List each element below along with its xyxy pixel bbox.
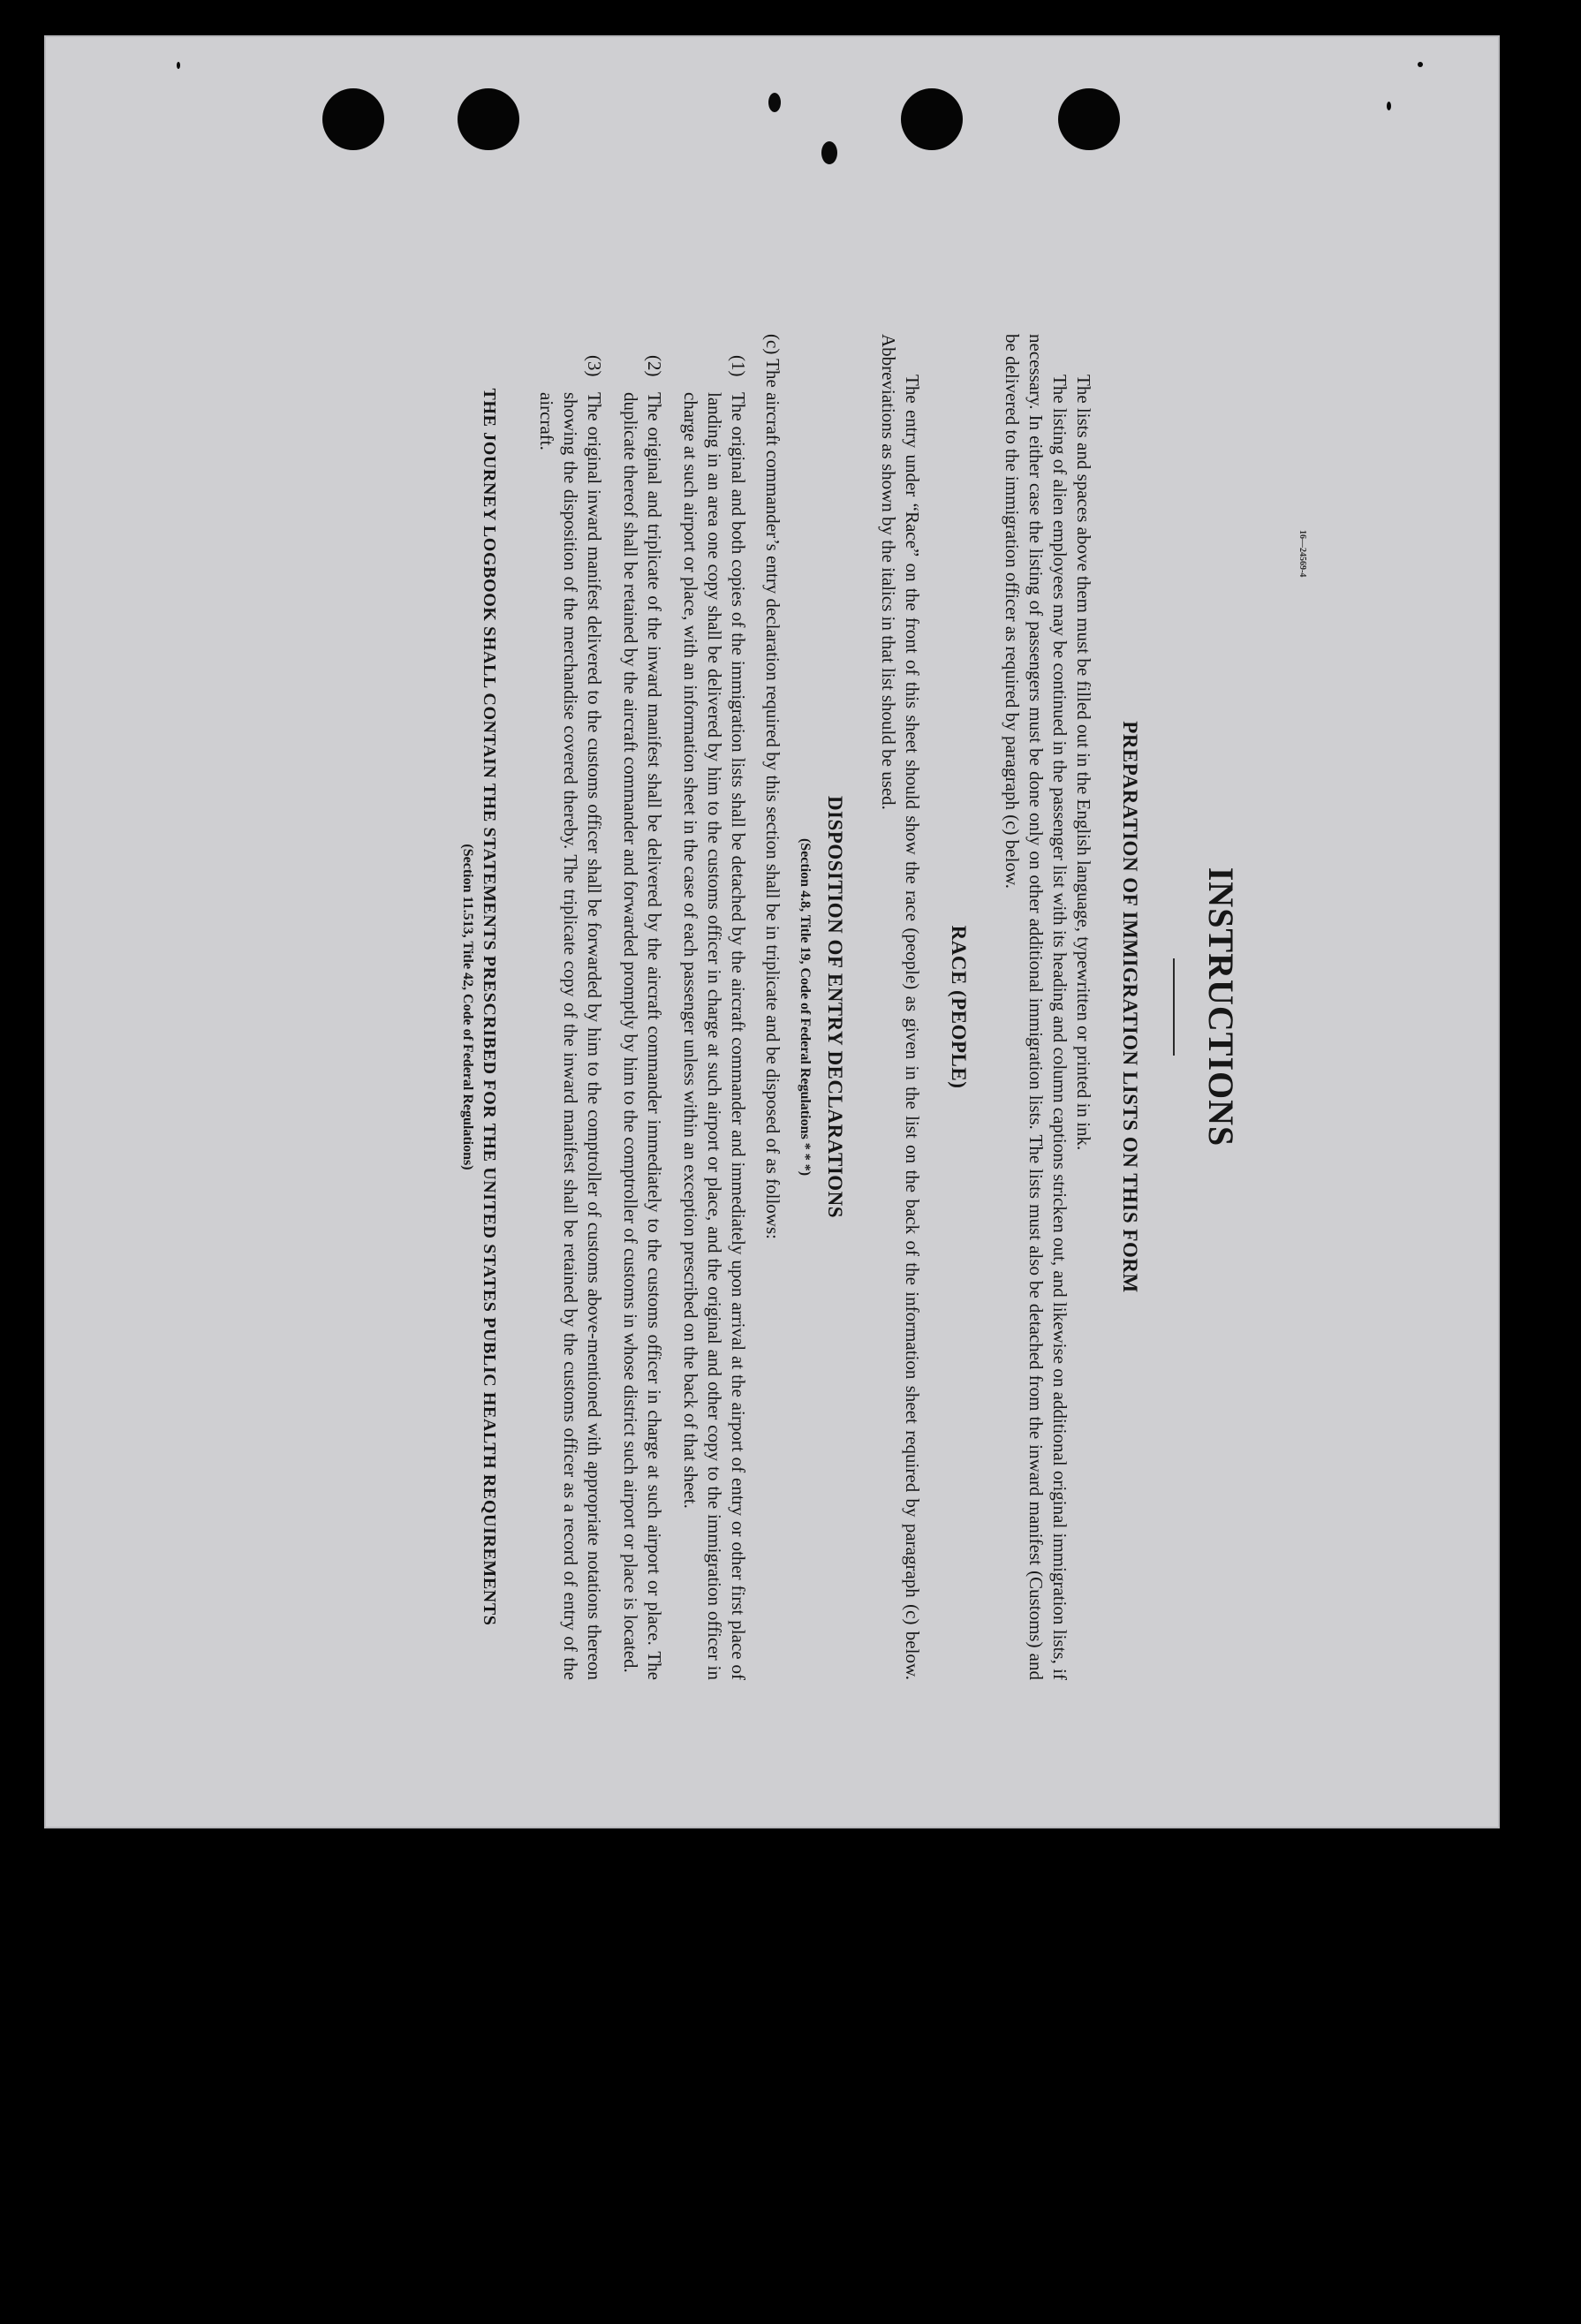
- preparation-paragraph-1: The lists and spaces above them must be filled out in the English language, typewritten or printed in ink.: [1073, 375, 1094, 1151]
- punch-hole: [458, 88, 519, 150]
- list-item: [678, 247, 750, 1767]
- page-title: INSTRUCTIONS: [1201, 867, 1241, 1147]
- list-item-text: The original and both copies of the immigration lists shall be detached by the aircraft commander and immediately upon arrival at the airport of entry or other first place of landing in an area one copy shall be delivered by him to the customs officer in charge at such airport or place, and the original and other copy to the immigration officer in charge at such airport or place, with an information sheet in the case of each passenger unless within an exception prescribed on the back of that sheet.: [680, 392, 749, 1680]
- punch-hole: [1058, 88, 1120, 150]
- list-item-number: (3): [584, 355, 605, 377]
- punch-hole: [322, 88, 384, 150]
- list-item-number: (1): [728, 355, 749, 377]
- ink-speck: [821, 141, 837, 164]
- spacer: [970, 247, 1000, 1767]
- paper-sheet: [44, 35, 1500, 1828]
- list-item: [534, 247, 606, 1767]
- form-number: 16—24569-4: [1297, 530, 1307, 578]
- ink-speck: [768, 93, 781, 112]
- preparation-paragraph-2: The listing of alien employees may be continued in the passenger list with its heading and column captions stricken out, and likewise on additional original immigration lists, if necessary. In either case the listing of passengers must be done only on other additional immigration lists. The lists must also be detached from the inward manifest (Customs) and be delivered to the immigration officer as required by paragraph (c) below.: [1002, 334, 1070, 1680]
- list-item-number: (2): [644, 355, 665, 377]
- ink-speck: [1387, 102, 1391, 110]
- disposition-heading: DISPOSITION OF ENTRY DECLARATIONS: [824, 795, 846, 1219]
- ink-speck: [1418, 62, 1423, 67]
- disposition-intro: (c) The aircraft commander’s entry declaration required by this section shall be in triplicate and be disposed of as follows:: [762, 334, 783, 1239]
- spacer: [846, 247, 876, 1767]
- ink-speck: [177, 62, 180, 69]
- footer-statement: THE JOURNEY LOGBOOK SHALL CONTAIN THE STATEMENTS PRESCRIBED FOR THE UNITED STATES PUBLIC HEALTH REQUIREMENTS: [480, 388, 499, 1626]
- list-item-text: The original and triplicate of the inward manifest shall be delivered by the aircraft commander immediately to the customs officer in charge at such airport or place. The duplicate thereof shall be retained by the aircraft commander and forwarded promptly by him to the comptroller of customs in whose district such airport or place is located.: [620, 392, 665, 1680]
- preparation-heading: PREPARATION OF IMMIGRATION LISTS ON THIS FORM: [1119, 721, 1141, 1293]
- race-paragraph: The entry under “Race” on the front of this sheet should show the race (people) as given in the list on the back of the information sheet required by paragraph (c) below. Abbreviations as shown by the italics in that list should be used.: [878, 334, 923, 1680]
- footer-citation: (Section 11.513, Title 42, Code of Federal Regulations): [460, 844, 475, 1170]
- race-heading: RACE (PEOPLE): [948, 925, 970, 1089]
- list-item-text: The original inward manifest delivered to the customs officer shall be forwarded by him to the comptroller of customs above-mentioned with appropriate notations thereon showing the disposition of the merchandise covered thereby. The triplicate copy of the inward manifest shall be retained by the customs officer as a record of entry of the aircraft.: [536, 392, 605, 1680]
- rotated-content: [274, 247, 1245, 1767]
- disposition-citation: (Section 4.8, Title 19, Code of Federal Regulations * * *): [798, 837, 813, 1177]
- list-item: [618, 247, 666, 1767]
- title-divider: [1173, 958, 1175, 1056]
- punch-hole: [901, 88, 963, 150]
